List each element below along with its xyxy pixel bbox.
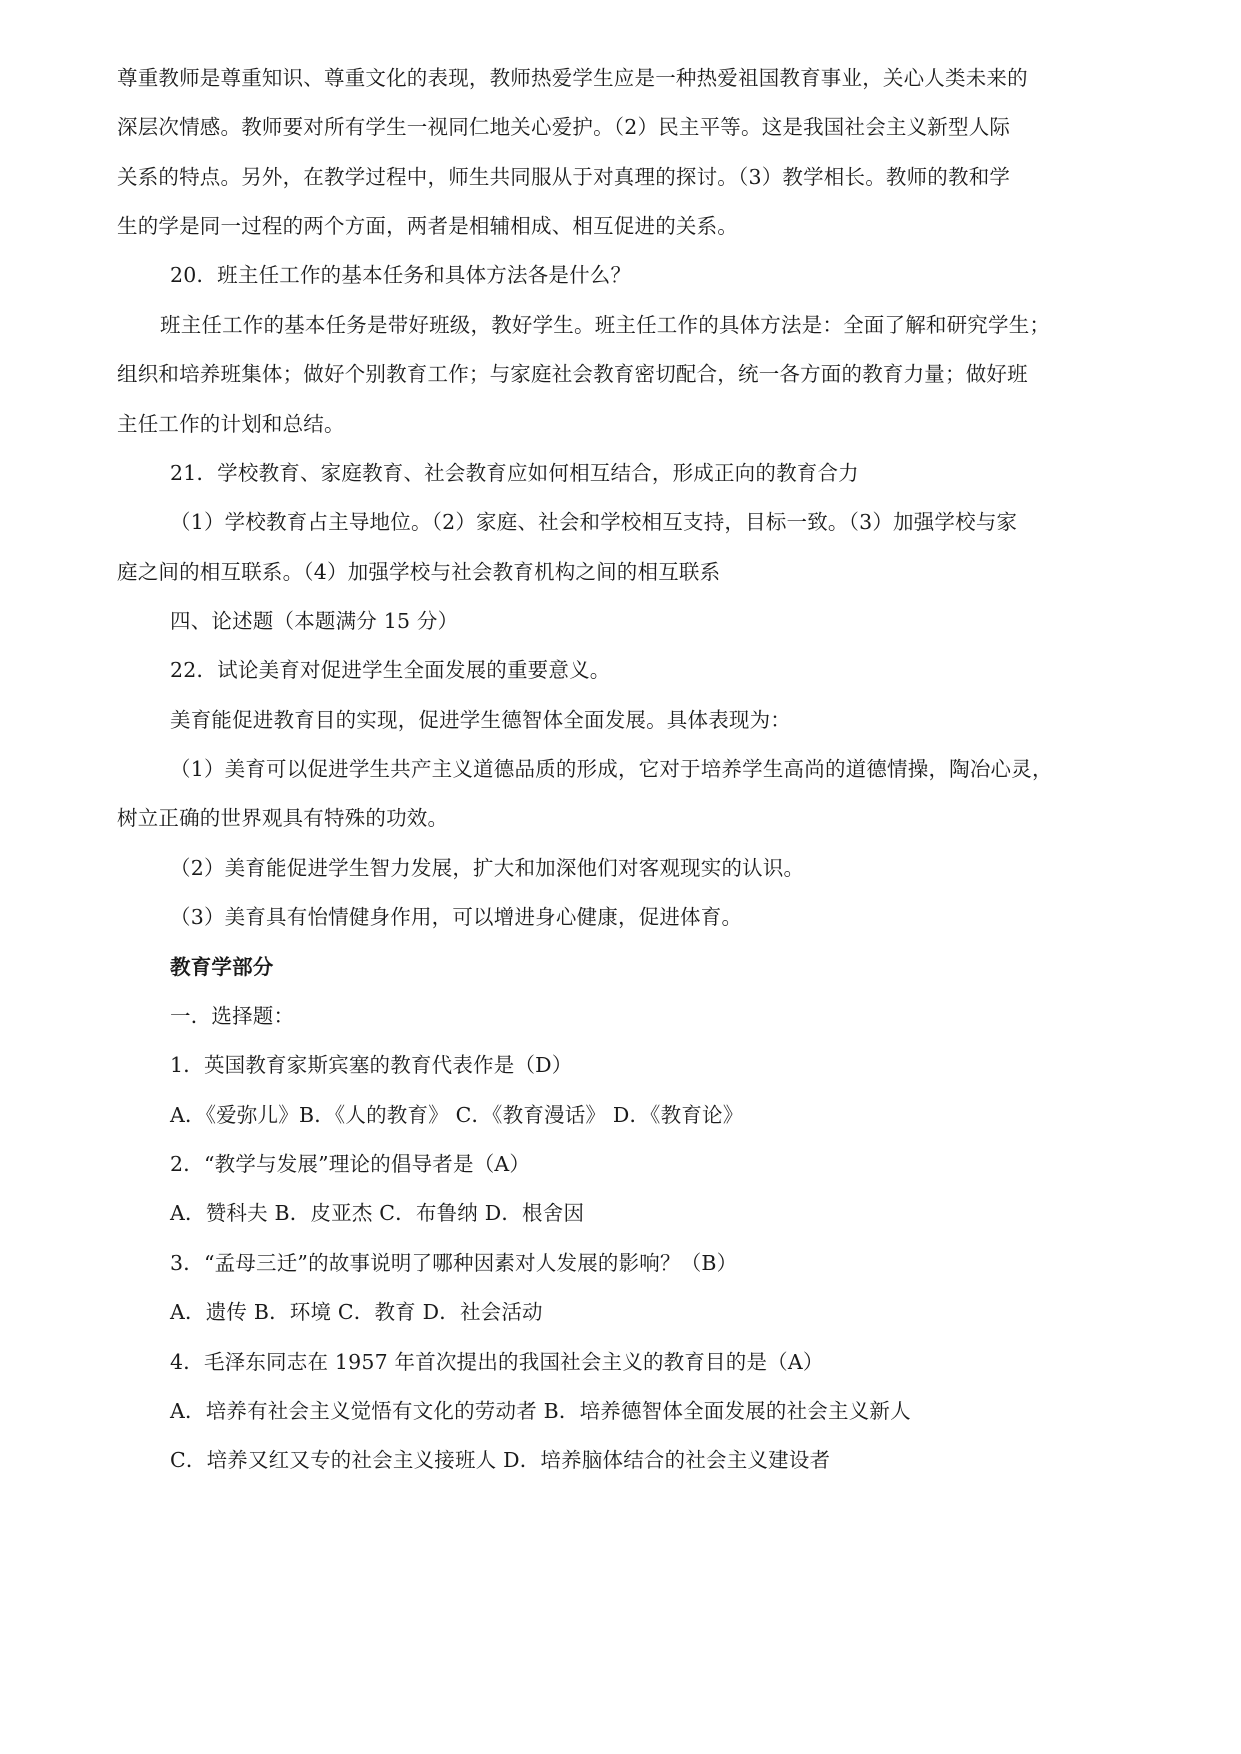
question-line: 4．毛泽东同志在 1957 年首次提出的我国社会主义的教育目的是（A） [170,1350,824,1374]
paragraph-line: （2）美育能促进学生智力发展，扩大和加深他们对客观现实的认识。 [170,856,805,880]
section-heading: 四、论述题（本题满分 15 分） [170,609,459,633]
question-line: 2．“教学与发展”理论的倡导者是（A） [170,1152,531,1176]
options-line: A．遗传 B．环境 C．教育 D．社会活动 [170,1300,543,1324]
question-heading: 22．试论美育对促进学生全面发展的重要意义。 [170,658,611,682]
paragraph-line: 组织和培养班集体；做好个别教育工作；与家庭社会教育密切配合，统一各方面的教育力量；做好班 [117,362,1028,386]
question-heading: 21．学校教育、家庭教育、社会教育应如何相互结合，形成正向的教育合力 [170,461,859,485]
paragraph-line: 尊重教师是尊重知识、尊重文化的表现，教师热爱学生应是一种热爱祖国教育事业，关心人类未来的 [117,66,1028,90]
part-heading: 教育学部分 [170,955,274,979]
options-line: A．培养有社会主义觉悟有文化的劳动者 B．培养德智体全面发展的社会主义新人 [170,1399,911,1423]
paragraph-line: 关系的特点。另外，在教学过程中，师生共同服从于对真理的探讨。（3）教学相长。教师的教和学 [117,165,1011,189]
question-heading: 20．班主任工作的基本任务和具体方法各是什么？ [170,263,632,287]
question-line: 1．英国教育家斯宾塞的教育代表作是（D） [170,1053,573,1077]
paragraph-line: （1）美育可以促进学生共产主义道德品质的形成，它对于培养学生高尚的道德情操，陶冶心灵， [170,757,1053,781]
paragraph-line: 深层次情感。教师要对所有学生一视同仁地关心爱护。（2）民主平等。这是我国社会主义新型人际 [117,115,1011,139]
options-line: A．《爱弥儿》B．《人的教育》 C．《教育漫话》 D．《教育论》 [170,1103,744,1127]
paragraph-line: 主任工作的计划和总结。 [117,412,345,436]
options-line: A．赞科夫 B．皮亚杰 C．布鲁纳 D．根舍因 [170,1201,585,1225]
paragraph-line: （1）学校教育占主导地位。（2）家庭、社会和学校相互支持，目标一致。（3）加强学校与家 [170,510,1018,534]
paragraph-line: 庭之间的相互联系。（4）加强学校与社会教育机构之间的相互联系 [117,560,721,584]
paragraph-line: 班主任工作的基本任务是带好班级，教好学生。班主任工作的具体方法是：全面了解和研究学生； [160,313,1051,337]
question-line: 3．“孟母三迁”的故事说明了哪种因素对人发展的影响？（B） [170,1251,738,1275]
section-heading: 一．选择题： [170,1004,295,1028]
paragraph-line: 树立正确的世界观具有特殊的功效。 [117,806,449,830]
paragraph-line: 美育能促进教育目的实现，促进学生德智体全面发展。具体表现为： [170,708,791,732]
paragraph-line: （3）美育具有怡情健身作用，可以增进身心健康，促进体育。 [170,905,743,929]
paragraph-line: 生的学是同一过程的两个方面，两者是相辅相成、相互促进的关系。 [117,214,738,238]
options-line: C．培养又红又专的社会主义接班人 D．培养脑体结合的社会主义建设者 [170,1448,831,1472]
